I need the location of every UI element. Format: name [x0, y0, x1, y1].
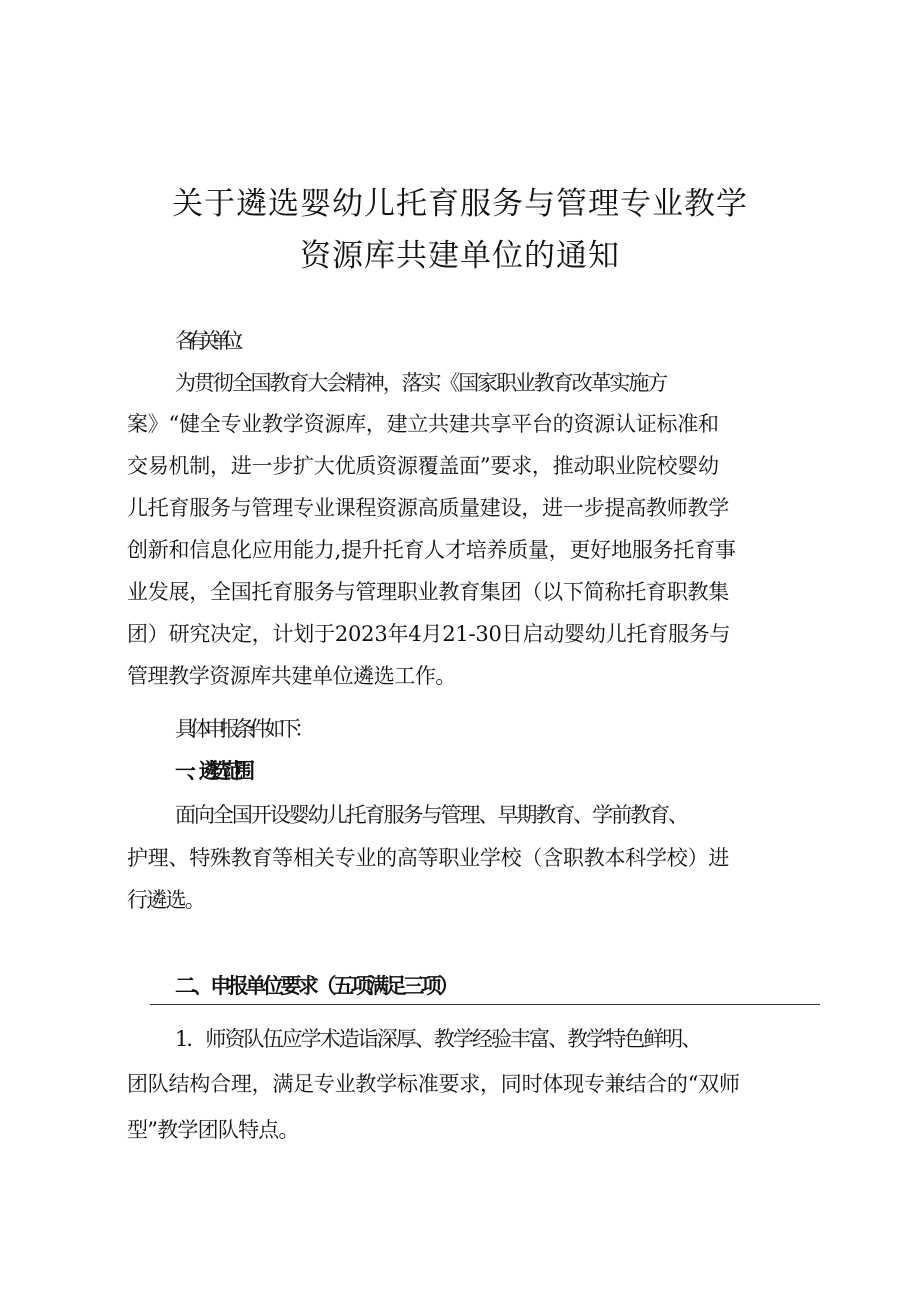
section-1-line: 护理、特殊教育等相关专业的高等职业学校（含职教本科学校）进	[127, 846, 729, 870]
section-1-line: 面向全国开设婴幼儿托育服务与管理、早期教育、学前教育、	[175, 803, 687, 827]
intro-line: 业发展，全国托育服务与管理职业教育集团（以下简称托育职教集	[127, 580, 729, 604]
section-2-item-line: 型”教学团队特点。	[127, 1118, 299, 1142]
section-1-line: 行遴选。	[127, 888, 204, 912]
intro-line: 交易机制，进一步扩大优质资源覆盖面”要求，推动职业院校婴幼	[127, 454, 719, 478]
intro-line: 管理教学资源库共建单位遴选工作。	[127, 664, 456, 688]
intro-line: 创新和信息化应用能力,提升托育人才培养质量，更好地服务托育事	[127, 538, 736, 562]
section-2-heading: 二、申报单位要求（五项满足三项）	[175, 974, 456, 998]
document-title-line-1: 关于遴选婴幼儿托育服务与管理专业教学	[172, 186, 748, 222]
section-1-heading: 一、遴选范围	[175, 759, 246, 783]
intro-line: 案》“健全专业教学资源库，建立共建共享平台的资源认证标准和	[127, 412, 719, 436]
document-title-line-2: 资源库共建单位的通知	[300, 238, 620, 274]
intro-line: 团）研究决定，计划于2023年4月21-30日启动婴幼儿托育服务与	[127, 622, 731, 646]
intro-line: 儿托育服务与管理专业课程资源高质量建设，进一步提高教师教学	[127, 496, 729, 520]
section-2-item-line: 团队结构合理，满足专业教学标准要求，同时体现专兼结合的“双师	[127, 1072, 740, 1096]
section-2-item-line: 1．师资队伍应学术造诣深厚、教学经验丰富、教学特色鲜明、	[175, 1027, 701, 1051]
conditions-intro: 具体申报条件如下：	[175, 717, 309, 741]
section-divider	[150, 1004, 820, 1005]
salutation: 各有关单位：	[175, 329, 246, 353]
intro-line: 为贯彻全国教育大会精神，落实《国家职业教育改革实施方	[175, 371, 666, 395]
